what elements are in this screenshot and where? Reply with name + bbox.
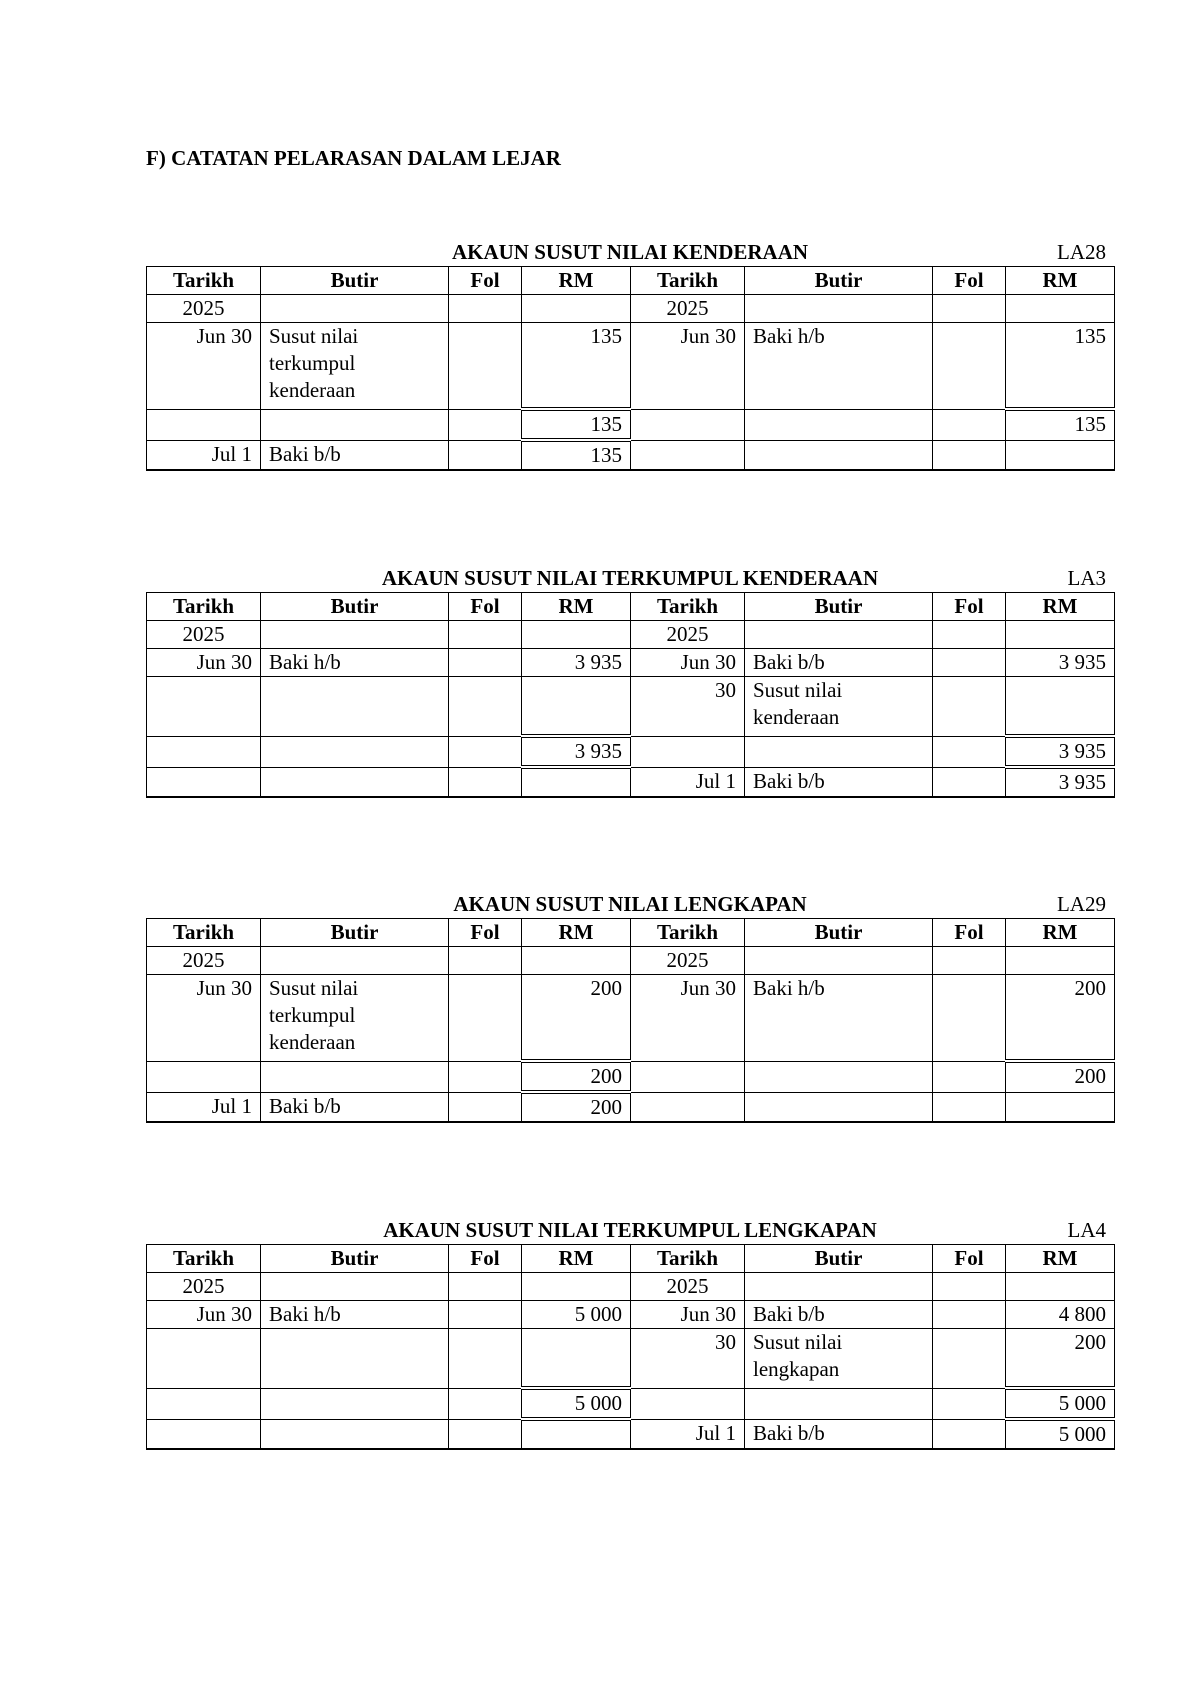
left-amount: 5 000 [522,1301,631,1329]
col-butir: Butir [261,593,449,621]
closing-row [147,1419,1115,1449]
closing-row [147,1092,1115,1122]
closing-date: Jul 1 [631,767,745,797]
left-date: Jun 30 [147,1301,261,1329]
year-right: 2025 [631,295,745,323]
ledger-folio: LA4 [1067,1218,1106,1242]
entry-row [147,323,1115,410]
header-row [147,919,1115,947]
ledger-table [146,266,1115,471]
ledger-title: AKAUN SUSUT NILAI KENDERAAN [451,240,809,264]
right-description: Baki b/b [745,1301,933,1329]
closing-row [147,767,1115,797]
right-total: 135 [1006,409,1115,440]
total-row [147,1388,1115,1419]
col-fol: Fol [933,919,1006,947]
ledger-folio: LA28 [1057,240,1106,264]
right-total: 200 [1006,1061,1115,1092]
col-fol: Fol [449,267,522,295]
ledger-title: AKAUN SUSUT NILAI LENGKAPAN [453,892,807,916]
left-total: 3 935 [522,736,631,767]
left-amount: 3 935 [522,649,631,677]
ledger-title: AKAUN SUSUT NILAI TERKUMPUL KENDERAAN [381,566,879,590]
header-row [147,267,1115,295]
closing-description: Baki b/b [745,767,933,797]
year-left: 2025 [147,947,261,975]
ledger-folio: LA29 [1057,892,1106,916]
closing-date: Jul 1 [147,440,261,470]
col-rm: RM [1006,919,1115,947]
left-total: 200 [522,1061,631,1092]
col-tarikh: Tarikh [631,1245,745,1273]
col-butir: Butir [745,919,933,947]
col-butir: Butir [261,919,449,947]
col-rm: RM [1006,593,1115,621]
right-description: Baki h/b [745,975,933,1062]
col-rm: RM [1006,1245,1115,1273]
right-amount: 4 800 [1006,1301,1115,1329]
col-tarikh: Tarikh [147,267,261,295]
header-row [147,1245,1115,1273]
col-butir: Butir [261,1245,449,1273]
page-heading: F) CATATAN PELARASAN DALAM LEJAR [146,146,561,170]
right-amount: 200 [1006,1329,1115,1389]
ledger-susut-nilai-kenderaan [146,238,1114,471]
header-row [147,593,1115,621]
col-rm: RM [522,1245,631,1273]
right-description: Baki b/b [745,649,933,677]
entry-row [147,975,1115,1062]
right-date: Jun 30 [631,649,745,677]
col-fol: Fol [449,919,522,947]
year-row [147,947,1115,975]
closing-row [147,440,1115,470]
right-date: 30 [631,1329,745,1389]
col-tarikh: Tarikh [631,593,745,621]
year-row [147,295,1115,323]
col-butir: Butir [745,267,933,295]
left-description: Susut nilai terkumpul kenderaan [269,976,359,1054]
col-tarikh: Tarikh [147,1245,261,1273]
right-date: 30 [631,677,745,737]
right-date: Jun 30 [631,323,745,410]
ledger-susut-nilai-terkumpul-lengkapan [146,1216,1114,1450]
ledger-susut-nilai-terkumpul-kenderaan [146,564,1114,798]
entry-row [147,1329,1115,1389]
ledger-table [146,918,1115,1123]
col-fol: Fol [933,1245,1006,1273]
left-amount: 135 [522,323,631,410]
left-date: Jun 30 [147,323,261,410]
year-left: 2025 [147,295,261,323]
col-rm: RM [522,267,631,295]
ledger-table [146,592,1115,798]
year-right: 2025 [631,947,745,975]
right-date: Jun 30 [631,1301,745,1329]
year-left: 2025 [147,621,261,649]
col-butir: Butir [745,593,933,621]
right-amount: 135 [1006,323,1115,410]
left-date: Jun 30 [147,649,261,677]
right-amount: 3 935 [1006,649,1115,677]
left-date: Jun 30 [147,975,261,1062]
entry-row [147,649,1115,677]
closing-date: Jul 1 [631,1419,745,1449]
closing-amount: 200 [522,1092,631,1122]
col-tarikh: Tarikh [147,919,261,947]
year-left: 2025 [147,1273,261,1301]
entry-row [147,677,1115,737]
ledger-susut-nilai-lengkapan [146,890,1114,1123]
closing-amount: 135 [522,440,631,470]
closing-description: Baki b/b [261,440,449,470]
closing-description: Baki b/b [745,1419,933,1449]
col-rm: RM [1006,267,1115,295]
left-description: Baki h/b [261,1301,449,1329]
right-total: 5 000 [1006,1388,1115,1419]
right-amount: 200 [1006,975,1115,1062]
left-amount: 200 [522,975,631,1062]
year-right: 2025 [631,621,745,649]
ledger-title: AKAUN SUSUT NILAI TERKUMPUL LENGKAPAN [383,1218,877,1242]
col-fol: Fol [449,1245,522,1273]
total-row [147,1061,1115,1092]
total-row [147,736,1115,767]
left-description: Baki h/b [261,649,449,677]
left-total: 135 [522,409,631,440]
col-butir: Butir [261,267,449,295]
year-row [147,621,1115,649]
ledger-folio: LA3 [1067,566,1106,590]
closing-date: Jul 1 [147,1092,261,1122]
year-row [147,1273,1115,1301]
right-description: Susut nilai kenderaan [753,678,843,729]
entry-row [147,1301,1115,1329]
col-tarikh: Tarikh [147,593,261,621]
col-butir: Butir [745,1245,933,1273]
right-date: Jun 30 [631,975,745,1062]
right-total: 3 935 [1006,736,1115,767]
closing-amount: 5 000 [1006,1419,1115,1449]
closing-amount: 3 935 [1006,767,1115,797]
year-right: 2025 [631,1273,745,1301]
col-rm: RM [522,593,631,621]
left-description: Susut nilai terkumpul kenderaan [269,324,359,402]
col-rm: RM [522,919,631,947]
right-description: Susut nilai lengkapan [753,1330,843,1381]
ledger-table [146,1244,1115,1450]
col-tarikh: Tarikh [631,267,745,295]
col-fol: Fol [449,593,522,621]
col-fol: Fol [933,267,1006,295]
total-row [147,409,1115,440]
col-fol: Fol [933,593,1006,621]
left-total: 5 000 [522,1388,631,1419]
col-tarikh: Tarikh [631,919,745,947]
closing-description: Baki b/b [261,1092,449,1122]
right-description: Baki h/b [745,323,933,410]
